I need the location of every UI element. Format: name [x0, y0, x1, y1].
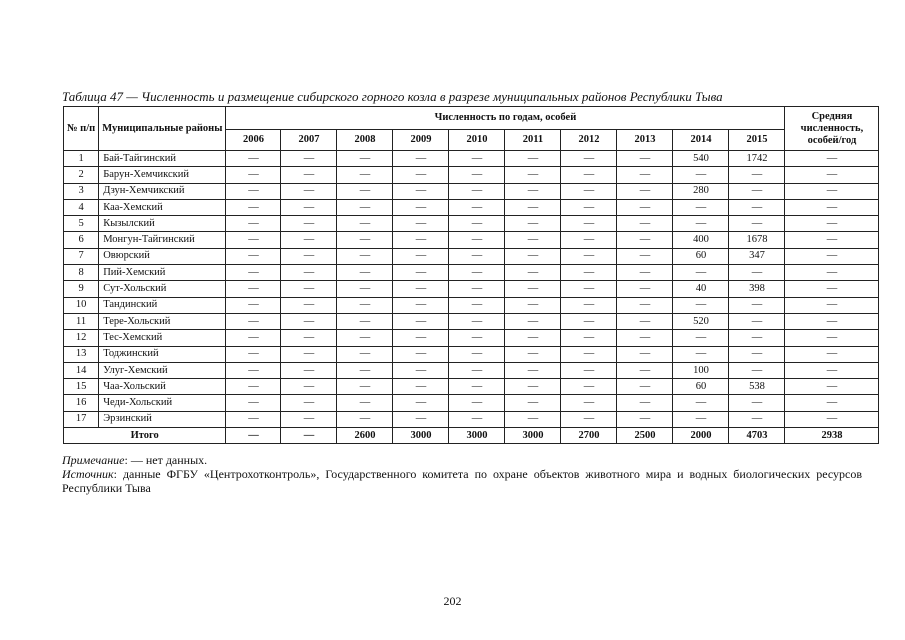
- year-value: 540: [673, 151, 729, 167]
- year-value: —: [449, 297, 505, 313]
- total-row: [64, 428, 879, 444]
- average-value: —: [785, 167, 879, 183]
- year-value: 60: [673, 379, 729, 395]
- header-num: № п/п: [64, 107, 99, 151]
- district-name: Тере-Хольский: [99, 313, 226, 329]
- table-row: [64, 248, 879, 264]
- year-value: —: [617, 167, 673, 183]
- year-value: —: [393, 330, 449, 346]
- year-value: —: [561, 313, 617, 329]
- year-value: —: [281, 167, 337, 183]
- year-value: —: [449, 248, 505, 264]
- row-number: 11: [64, 313, 99, 329]
- year-value: —: [337, 265, 393, 281]
- year-value: —: [729, 183, 785, 199]
- year-value: —: [617, 313, 673, 329]
- year-value: —: [281, 281, 337, 297]
- year-value: —: [561, 346, 617, 362]
- table-row: [64, 281, 879, 297]
- year-value: —: [617, 411, 673, 427]
- year-value: —: [617, 281, 673, 297]
- table-row: [64, 265, 879, 281]
- year-value: —: [337, 216, 393, 232]
- year-value: —: [505, 362, 561, 378]
- year-value: —: [337, 379, 393, 395]
- year-value: —: [673, 395, 729, 411]
- district-name: Дзун-Хемчикский: [99, 183, 226, 199]
- district-name: Эрзинский: [99, 411, 226, 427]
- year-header: 2010: [449, 130, 505, 151]
- year-value: —: [337, 395, 393, 411]
- year-value: —: [505, 395, 561, 411]
- table-row: [64, 411, 879, 427]
- average-value: —: [785, 313, 879, 329]
- year-value: —: [505, 379, 561, 395]
- table-body: [64, 151, 879, 444]
- year-value: —: [281, 362, 337, 378]
- year-value: —: [281, 346, 337, 362]
- row-number: 1: [64, 151, 99, 167]
- table-row: [64, 362, 879, 378]
- year-value: —: [337, 281, 393, 297]
- average-value: —: [785, 362, 879, 378]
- year-value: —: [673, 346, 729, 362]
- table-row: [64, 395, 879, 411]
- year-value: 347: [729, 248, 785, 264]
- year-value: —: [561, 265, 617, 281]
- year-value: —: [673, 330, 729, 346]
- table-row: [64, 330, 879, 346]
- year-value: —: [449, 199, 505, 215]
- district-name: Барун-Хемчикский: [99, 167, 226, 183]
- table-source: [62, 467, 862, 495]
- year-value: —: [393, 265, 449, 281]
- year-value: —: [393, 346, 449, 362]
- year-value: —: [729, 411, 785, 427]
- year-value: —: [561, 232, 617, 248]
- total-value: 2000: [673, 428, 729, 444]
- row-number: 9: [64, 281, 99, 297]
- district-name: Тандинский: [99, 297, 226, 313]
- year-value: —: [561, 216, 617, 232]
- year-value: —: [393, 183, 449, 199]
- year-value: —: [505, 216, 561, 232]
- row-number: 16: [64, 395, 99, 411]
- row-number: 12: [64, 330, 99, 346]
- average-value: —: [785, 395, 879, 411]
- year-value: —: [281, 379, 337, 395]
- row-number: 2: [64, 167, 99, 183]
- year-value: —: [449, 330, 505, 346]
- year-header: 2011: [505, 130, 561, 151]
- year-value: —: [729, 265, 785, 281]
- year-value: —: [673, 216, 729, 232]
- year-value: —: [505, 183, 561, 199]
- year-value: —: [281, 216, 337, 232]
- average-value: —: [785, 232, 879, 248]
- year-value: —: [561, 167, 617, 183]
- average-value: —: [785, 346, 879, 362]
- year-value: —: [281, 395, 337, 411]
- data-table: [63, 106, 879, 444]
- year-value: —: [393, 151, 449, 167]
- year-value: —: [393, 232, 449, 248]
- year-value: —: [393, 297, 449, 313]
- total-value: 2500: [617, 428, 673, 444]
- year-value: —: [337, 313, 393, 329]
- average-value: —: [785, 265, 879, 281]
- year-value: 538: [729, 379, 785, 395]
- district-name: Чеди-Хольский: [99, 395, 226, 411]
- page-number: 202: [443, 594, 462, 608]
- year-value: —: [561, 151, 617, 167]
- year-value: —: [226, 362, 281, 378]
- year-value: —: [505, 199, 561, 215]
- table-row: [64, 167, 879, 183]
- year-value: —: [505, 232, 561, 248]
- average-value: —: [785, 248, 879, 264]
- year-value: —: [617, 216, 673, 232]
- year-value: —: [617, 248, 673, 264]
- year-value: —: [226, 379, 281, 395]
- average-value: —: [785, 151, 879, 167]
- year-value: —: [617, 297, 673, 313]
- row-number: 5: [64, 216, 99, 232]
- year-value: 398: [729, 281, 785, 297]
- year-value: —: [505, 248, 561, 264]
- year-value: —: [729, 330, 785, 346]
- year-value: —: [226, 411, 281, 427]
- total-value: 3000: [393, 428, 449, 444]
- year-value: —: [393, 362, 449, 378]
- year-value: —: [505, 346, 561, 362]
- total-value: 2700: [561, 428, 617, 444]
- year-value: —: [393, 313, 449, 329]
- note-label: Примечание: [62, 453, 125, 467]
- table-row: [64, 183, 879, 199]
- table-caption: Таблица 47 — Численность и размещение сибирского горного козла в разрезе муниципальных районов Республики Тыва: [62, 89, 723, 104]
- year-value: —: [729, 216, 785, 232]
- year-value: —: [337, 362, 393, 378]
- year-value: 40: [673, 281, 729, 297]
- district-name: Монгун-Тайгинский: [99, 232, 226, 248]
- table-row: [64, 379, 879, 395]
- year-header: 2007: [281, 130, 337, 151]
- year-header: 2014: [673, 130, 729, 151]
- year-value: —: [449, 346, 505, 362]
- year-value: —: [561, 248, 617, 264]
- year-value: —: [281, 183, 337, 199]
- year-value: —: [729, 395, 785, 411]
- year-value: —: [505, 297, 561, 313]
- year-value: —: [449, 395, 505, 411]
- district-name: Пий-Хемский: [99, 265, 226, 281]
- note-text: : — нет данных.: [124, 453, 208, 467]
- year-value: —: [226, 330, 281, 346]
- row-number: 7: [64, 248, 99, 264]
- year-value: —: [337, 151, 393, 167]
- year-value: —: [393, 379, 449, 395]
- year-value: —: [729, 313, 785, 329]
- average-value: —: [785, 199, 879, 215]
- year-value: —: [505, 330, 561, 346]
- year-value: —: [561, 411, 617, 427]
- year-value: —: [449, 183, 505, 199]
- year-value: —: [226, 265, 281, 281]
- year-value: —: [393, 395, 449, 411]
- year-value: —: [393, 167, 449, 183]
- average-value: —: [785, 183, 879, 199]
- average-value: —: [785, 330, 879, 346]
- row-number: 13: [64, 346, 99, 362]
- total-label: Итого: [64, 428, 226, 444]
- district-name: Кызылский: [99, 216, 226, 232]
- table-row: [64, 199, 879, 215]
- year-value: —: [617, 379, 673, 395]
- year-value: —: [337, 199, 393, 215]
- year-value: —: [729, 199, 785, 215]
- year-value: —: [337, 411, 393, 427]
- year-value: —: [226, 248, 281, 264]
- year-value: —: [226, 313, 281, 329]
- total-value: 4703: [729, 428, 785, 444]
- year-value: —: [337, 183, 393, 199]
- year-value: —: [505, 167, 561, 183]
- district-name: Овюрский: [99, 248, 226, 264]
- year-value: —: [393, 411, 449, 427]
- table-note: [62, 454, 207, 466]
- source-text: : данные ФГБУ «Центрохотконтроль», Государственного комитета по охране объектов животного мира и водных биологических ресурсов Республики Тыва: [62, 467, 862, 495]
- year-value: —: [729, 346, 785, 362]
- year-value: —: [226, 183, 281, 199]
- year-value: —: [729, 362, 785, 378]
- year-value: —: [673, 265, 729, 281]
- district-name: Тоджинский: [99, 346, 226, 362]
- year-value: —: [226, 281, 281, 297]
- year-value: —: [281, 313, 337, 329]
- year-value: —: [226, 232, 281, 248]
- average-value: —: [785, 216, 879, 232]
- year-value: —: [449, 151, 505, 167]
- year-value: —: [281, 330, 337, 346]
- year-value: —: [729, 167, 785, 183]
- year-value: —: [673, 297, 729, 313]
- year-value: —: [561, 379, 617, 395]
- year-value: —: [226, 346, 281, 362]
- year-value: —: [561, 330, 617, 346]
- year-value: —: [561, 297, 617, 313]
- district-name: Улуг-Хемский: [99, 362, 226, 378]
- year-value: —: [561, 199, 617, 215]
- year-value: —: [226, 167, 281, 183]
- table-row: [64, 216, 879, 232]
- year-value: 280: [673, 183, 729, 199]
- total-value: —: [226, 428, 281, 444]
- year-value: —: [617, 232, 673, 248]
- year-value: —: [505, 265, 561, 281]
- year-header: 2013: [617, 130, 673, 151]
- total-value: 3000: [505, 428, 561, 444]
- district-name: Чаа-Хольский: [99, 379, 226, 395]
- year-value: —: [617, 151, 673, 167]
- year-value: —: [226, 297, 281, 313]
- year-value: —: [505, 281, 561, 297]
- year-value: —: [561, 281, 617, 297]
- year-value: —: [561, 362, 617, 378]
- year-header: 2015: [729, 130, 785, 151]
- average-value: —: [785, 379, 879, 395]
- year-value: —: [617, 265, 673, 281]
- row-number: 10: [64, 297, 99, 313]
- year-value: —: [337, 248, 393, 264]
- year-value: —: [617, 183, 673, 199]
- year-value: —: [226, 199, 281, 215]
- total-value: —: [281, 428, 337, 444]
- year-value: —: [617, 330, 673, 346]
- row-number: 3: [64, 183, 99, 199]
- year-value: —: [505, 411, 561, 427]
- year-value: —: [449, 379, 505, 395]
- year-value: —: [337, 346, 393, 362]
- year-value: —: [226, 395, 281, 411]
- year-value: —: [226, 216, 281, 232]
- year-value: —: [393, 248, 449, 264]
- year-value: —: [393, 281, 449, 297]
- year-value: —: [617, 199, 673, 215]
- row-number: 17: [64, 411, 99, 427]
- year-value: 1678: [729, 232, 785, 248]
- year-value: 1742: [729, 151, 785, 167]
- year-value: —: [281, 297, 337, 313]
- year-value: —: [449, 411, 505, 427]
- year-value: —: [561, 183, 617, 199]
- year-value: 100: [673, 362, 729, 378]
- year-value: —: [729, 297, 785, 313]
- year-value: —: [617, 362, 673, 378]
- row-number: 4: [64, 199, 99, 215]
- district-name: Сут-Хольский: [99, 281, 226, 297]
- table-row: [64, 346, 879, 362]
- table-row: [64, 313, 879, 329]
- year-value: —: [617, 395, 673, 411]
- year-value: —: [449, 216, 505, 232]
- year-value: —: [281, 232, 337, 248]
- year-value: —: [226, 151, 281, 167]
- year-value: —: [337, 330, 393, 346]
- year-value: —: [673, 411, 729, 427]
- year-value: —: [673, 199, 729, 215]
- row-number: 8: [64, 265, 99, 281]
- year-value: —: [281, 199, 337, 215]
- year-value: —: [449, 281, 505, 297]
- year-value: —: [337, 232, 393, 248]
- year-value: —: [449, 232, 505, 248]
- year-value: —: [505, 313, 561, 329]
- total-value: 3000: [449, 428, 505, 444]
- table-row: [64, 232, 879, 248]
- year-value: —: [561, 395, 617, 411]
- total-value: 2600: [337, 428, 393, 444]
- year-value: —: [505, 151, 561, 167]
- header-by-years: Численность по годам, особей: [226, 107, 785, 130]
- year-value: —: [617, 346, 673, 362]
- district-name: Бай-Тайгинский: [99, 151, 226, 167]
- year-value: 400: [673, 232, 729, 248]
- average-value: —: [785, 297, 879, 313]
- year-value: —: [337, 167, 393, 183]
- year-header: 2012: [561, 130, 617, 151]
- table-row: [64, 151, 879, 167]
- source-label: Источник: [62, 467, 114, 481]
- total-average: 2938: [785, 428, 879, 444]
- row-number: 6: [64, 232, 99, 248]
- row-number: 15: [64, 379, 99, 395]
- year-value: —: [281, 151, 337, 167]
- header-average: Средняя численность, особей/год: [785, 107, 879, 151]
- year-header: 2009: [393, 130, 449, 151]
- year-value: —: [449, 167, 505, 183]
- year-value: —: [393, 216, 449, 232]
- table-row: [64, 297, 879, 313]
- year-value: —: [281, 411, 337, 427]
- district-name: Тес-Хемский: [99, 330, 226, 346]
- year-value: —: [449, 362, 505, 378]
- year-value: —: [281, 265, 337, 281]
- year-value: —: [337, 297, 393, 313]
- year-value: 60: [673, 248, 729, 264]
- year-value: —: [449, 265, 505, 281]
- year-value: —: [393, 199, 449, 215]
- average-value: —: [785, 281, 879, 297]
- district-name: Каа-Хемский: [99, 199, 226, 215]
- year-header: 2008: [337, 130, 393, 151]
- year-value: —: [281, 248, 337, 264]
- year-value: —: [449, 313, 505, 329]
- header-district: Муниципальные районы: [99, 107, 226, 151]
- average-value: —: [785, 411, 879, 427]
- year-value: 520: [673, 313, 729, 329]
- year-value: —: [673, 167, 729, 183]
- year-header: 2006: [226, 130, 281, 151]
- row-number: 14: [64, 362, 99, 378]
